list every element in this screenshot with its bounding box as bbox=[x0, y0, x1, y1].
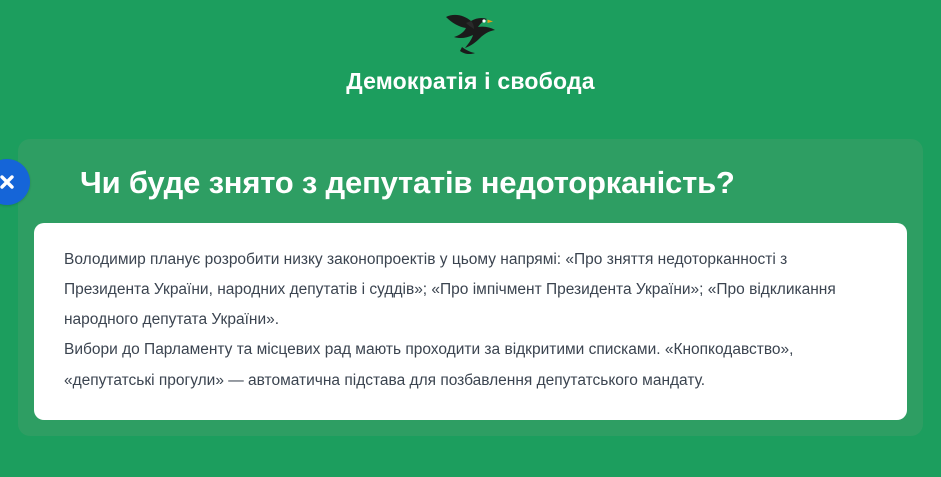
card-header bbox=[18, 139, 923, 223]
card-paragraph: Володимир планує розробити низку законопроектів у цьому напрямі: «Про зняття недоторканності з Президента України, народних депутатів і суддів»; «Про імпічмент Президента України»; «Про відкликання народного депутата України». bbox=[64, 250, 836, 329]
site-header bbox=[0, 0, 941, 96]
question-card bbox=[18, 139, 923, 436]
close-button[interactable] bbox=[0, 159, 30, 205]
eagle-logo-icon bbox=[440, 9, 502, 59]
card-body bbox=[34, 223, 907, 420]
logo-container bbox=[0, 8, 941, 60]
close-icon bbox=[0, 172, 17, 192]
card-paragraph: Вибори до Парламенту та місцевих рад мають проходити за відкритими списками. «Кнопкодавство», «депутатські прогули» — автоматична підстава для позбавлення депутатського мандату. bbox=[64, 341, 794, 389]
site-title: Демократія і свобода bbox=[346, 68, 595, 94]
card-title: Чи буде знято з депутатів недоторканість? bbox=[80, 165, 735, 200]
